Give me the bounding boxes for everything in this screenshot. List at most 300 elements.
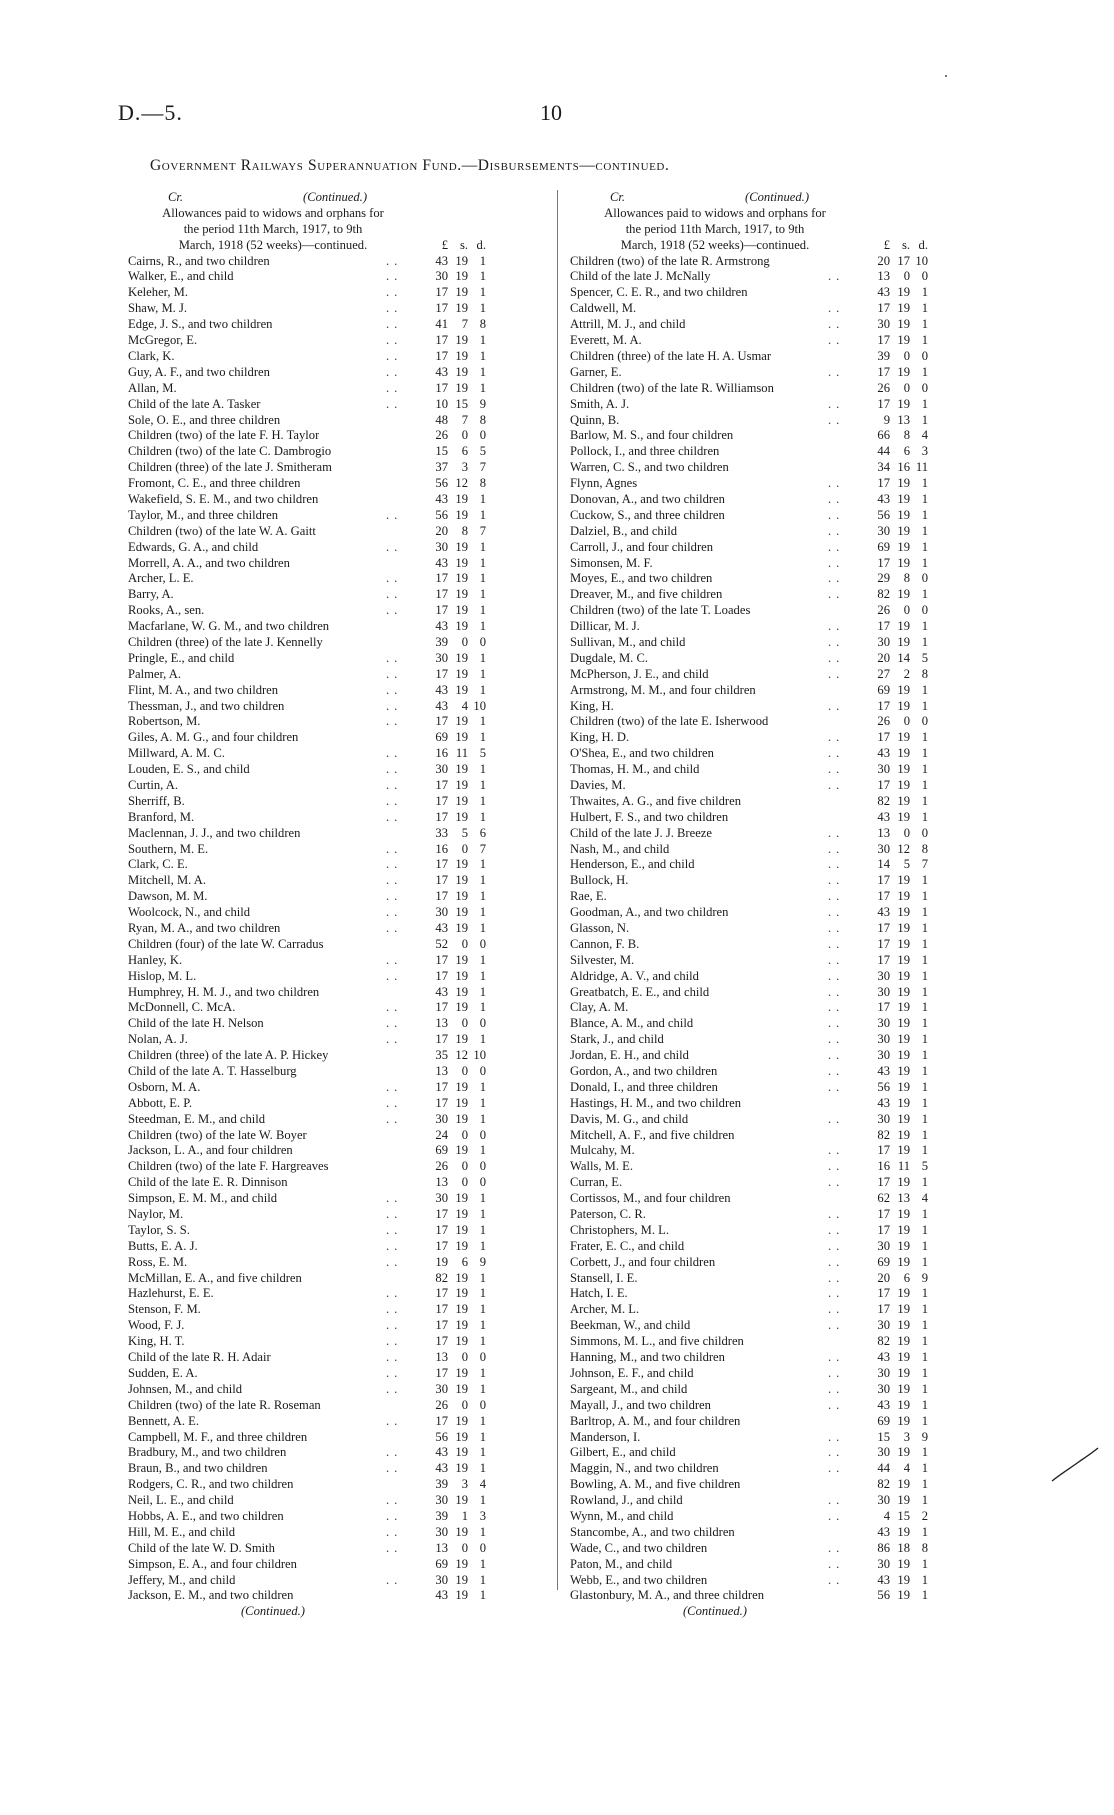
amount-shillings: 19: [455, 301, 468, 316]
section-heading-line: Allowances paid to widows and orphans for: [162, 205, 384, 220]
amount-pence: 1: [479, 714, 486, 729]
entry-name: Stark, J., and child: [570, 1032, 664, 1047]
table-row: [570, 254, 990, 270]
entry-name: Taylor, M., and three children: [128, 507, 279, 522]
leader-dots: ..: [386, 269, 403, 284]
cr-label: Cr.: [168, 190, 184, 204]
table-row: [570, 937, 990, 953]
table-row: [570, 1159, 990, 1175]
amount-pounds: 13: [877, 825, 890, 840]
table-row: [570, 969, 990, 985]
leader-dots: ..: [828, 523, 845, 538]
amount-pence: 9: [479, 1254, 486, 1269]
amount-pounds: 39: [435, 1477, 448, 1492]
table-row: [128, 349, 548, 365]
entry-name: Sudden, E. A.: [128, 1365, 198, 1380]
dot-mark: [945, 75, 947, 77]
table-row: [570, 349, 990, 365]
entry-name: Donald, I., and three children: [570, 1079, 718, 1094]
amount-pounds: 43: [435, 619, 448, 634]
table-row: [128, 285, 548, 301]
amount-pounds: 43: [435, 698, 448, 713]
leader-dots: ..: [828, 1000, 845, 1015]
amount-pounds: 69: [435, 730, 448, 745]
amount-pence: 1: [921, 364, 928, 379]
entry-name: Hazlehurst, E. E.: [128, 1286, 214, 1301]
amount-pounds: 30: [435, 539, 448, 554]
leader-dots: ..: [828, 269, 845, 284]
leader-dots: ..: [386, 380, 403, 395]
entry-name: Stenson, F. M.: [128, 1302, 201, 1317]
amount-shillings: 19: [897, 634, 910, 649]
amount-pence: 0: [479, 428, 486, 443]
amount-pounds: 20: [877, 253, 890, 268]
entry-name: Palmer, A.: [128, 666, 182, 681]
amount-pence: 1: [921, 1111, 928, 1126]
amount-shillings: 0: [903, 380, 910, 395]
entry-name: Cannon, F. B.: [570, 936, 640, 951]
entry-name: Children (two) of the late R. Roseman: [128, 1397, 321, 1412]
amount-pounds: 17: [877, 1286, 890, 1301]
table-row: [128, 476, 548, 492]
entry-name: Child of the late W. D. Smith: [128, 1540, 275, 1555]
amount-pounds: 13: [435, 1064, 448, 1079]
amount-pence: 1: [479, 921, 486, 935]
entry-name: Fromont, C. E., and three children: [128, 476, 301, 491]
amount-pounds: 33: [435, 825, 448, 840]
amount-pounds: 56: [877, 1588, 890, 1603]
entry-name: Rowland, J., and child: [570, 1493, 683, 1508]
table-row: [570, 1064, 990, 1080]
entry-name: Jeffery, M., and child: [128, 1572, 236, 1587]
amount-pence: 1: [479, 380, 486, 395]
leader-dots: ..: [828, 1032, 845, 1047]
entry-name: Archer, L. E.: [128, 571, 194, 586]
entry-name: Edwards, G. A., and child: [128, 539, 259, 554]
amount-pence: 1: [921, 905, 928, 920]
table-row: [570, 1207, 990, 1223]
amount-pounds: 30: [435, 1111, 448, 1126]
amount-shillings: 19: [455, 1588, 468, 1603]
amount-pence: 1: [479, 1238, 486, 1253]
amount-pounds: 30: [877, 841, 890, 856]
amount-pounds: 17: [435, 1222, 448, 1237]
amount-pence: 1: [479, 1524, 486, 1539]
amount-shillings: 12: [897, 841, 910, 856]
table-row: [128, 953, 548, 969]
amount-pounds: 30: [877, 1238, 890, 1253]
leader-dots: ..: [828, 333, 845, 348]
leader-dots: ..: [386, 809, 403, 824]
amount-pounds: 17: [877, 396, 890, 411]
leader-dots: ..: [828, 968, 845, 983]
entry-name: Hislop, M. L.: [128, 968, 197, 983]
entry-name: Children (three) of the late A. P. Hickey: [128, 1048, 329, 1063]
entry-name: Johnsen, M., and child: [128, 1381, 243, 1396]
table-row: [128, 1159, 548, 1175]
leader-dots: ..: [828, 1508, 845, 1523]
amount-pence: 8: [479, 412, 486, 427]
table-row: [128, 365, 548, 381]
amount-shillings: 19: [897, 809, 910, 824]
amount-pence: 1: [479, 1191, 486, 1206]
table-row: [128, 1334, 548, 1350]
amount-pounds: 30: [877, 762, 890, 777]
amount-pounds: 43: [435, 682, 448, 697]
table-row: [570, 794, 990, 810]
amount-shillings: 19: [455, 380, 468, 395]
leader-dots: ..: [828, 1572, 845, 1587]
amount-pence: 1: [921, 476, 928, 491]
entry-name: Manderson, I.: [570, 1429, 641, 1444]
amount-pence: 0: [479, 1127, 486, 1142]
leader-dots: ..: [828, 571, 845, 586]
amount-pence: 5: [479, 746, 486, 761]
entry-name: McPherson, J. E., and child: [570, 666, 709, 681]
amount-shillings: 19: [455, 333, 468, 348]
entry-name: McGregor, E.: [128, 333, 198, 348]
entry-name: Child of the late R. H. Adair: [128, 1350, 271, 1365]
amount-pence: 9: [479, 396, 486, 411]
table-row: [570, 476, 990, 492]
table-row: [128, 1541, 548, 1557]
amount-pounds: 30: [877, 1493, 890, 1508]
amount-shillings: 19: [897, 476, 910, 491]
leader-dots: ..: [828, 730, 845, 745]
amount-shillings: 19: [455, 1493, 468, 1508]
amount-pence: 1: [921, 491, 928, 506]
amount-pence: 1: [479, 1381, 486, 1396]
table-row: [128, 540, 548, 556]
amount-pounds: 17: [435, 333, 448, 348]
amount-pence: 1: [479, 793, 486, 808]
table-row: [570, 1509, 990, 1525]
amount-pounds: 56: [435, 507, 448, 522]
amount-shillings: 19: [455, 1079, 468, 1094]
entry-name: Allan, M.: [128, 380, 177, 395]
table-row: [128, 1271, 548, 1287]
amount-shillings: 19: [897, 1302, 910, 1317]
table-row: [128, 1239, 548, 1255]
table-row: [128, 1493, 548, 1509]
amount-pence: 1: [921, 1238, 928, 1253]
entry-name: Glasson, N.: [570, 921, 630, 935]
amount-shillings: 19: [897, 1095, 910, 1110]
amount-pence: 1: [479, 603, 486, 618]
amount-pence: 1: [921, 1318, 928, 1333]
amount-shillings: 19: [897, 1111, 910, 1126]
table-row: [128, 603, 548, 619]
leader-dots: ..: [828, 777, 845, 792]
amount-pounds: 17: [435, 587, 448, 602]
entry-name: Dalziel, B., and child: [570, 523, 678, 538]
amount-pounds: 17: [877, 1175, 890, 1190]
amount-pounds: 4: [883, 1508, 890, 1523]
leader-dots: ..: [828, 1318, 845, 1333]
amount-pence: 0: [921, 348, 928, 363]
amount-pounds: 82: [877, 1477, 890, 1492]
leader-dots: ..: [386, 301, 403, 316]
amount-pence: 8: [921, 666, 928, 681]
amount-pence: 1: [921, 317, 928, 332]
table-row: [570, 1302, 990, 1318]
entry-name: Child of the late A. T. Hasselburg: [128, 1064, 297, 1079]
amount-pence: 1: [479, 1000, 486, 1015]
entry-name: Clay, A. M.: [570, 1000, 629, 1015]
leader-dots: ..: [828, 396, 845, 411]
entry-name: Mitchell, A. F., and five children: [570, 1127, 735, 1142]
entry-name: Children (two) of the late F. Hargreaves: [128, 1159, 329, 1174]
amount-pence: 1: [479, 1079, 486, 1094]
leader-dots: ..: [386, 1413, 403, 1428]
table-row: [570, 603, 990, 619]
amount-shillings: 16: [897, 460, 910, 475]
leader-dots: ..: [828, 1461, 845, 1476]
leader-dots: ..: [828, 1064, 845, 1079]
amount-shillings: 19: [455, 1000, 468, 1015]
leader-dots: ..: [386, 841, 403, 856]
table-row: [128, 1398, 548, 1414]
leader-dots: ..: [386, 1318, 403, 1333]
pen-mark-icon: [1050, 1445, 1100, 1485]
entry-name: Quinn, B.: [570, 412, 620, 427]
entry-name: Giles, A. M. G., and four children: [128, 730, 299, 745]
entry-name: Wakefield, S. E. M., and two children: [128, 491, 319, 506]
amount-pounds: 17: [435, 1000, 448, 1015]
amount-pence: 1: [921, 1397, 928, 1412]
amount-pence: 1: [921, 1334, 928, 1349]
table-row: [128, 1096, 548, 1112]
entry-name: Branford, M.: [128, 809, 195, 824]
amount-pounds: 69: [435, 1556, 448, 1571]
table-row: [570, 1398, 990, 1414]
entry-name: Donovan, A., and two children: [570, 491, 725, 506]
amount-pounds: 17: [877, 1000, 890, 1015]
amount-pence: 0: [479, 1397, 486, 1412]
amount-pence: 0: [921, 825, 928, 840]
entry-name: Bowling, A. M., and five children: [570, 1477, 741, 1492]
amount-pounds: 17: [877, 1222, 890, 1237]
table-row: [570, 1191, 990, 1207]
amount-pounds: 17: [877, 921, 890, 935]
amount-pounds: 16: [435, 746, 448, 761]
amount-shillings: 19: [455, 777, 468, 792]
amount-shillings: 19: [455, 507, 468, 522]
continued-footer: (Continued.): [240, 1604, 305, 1619]
amount-pounds: 35: [435, 1048, 448, 1063]
leader-dots: ..: [828, 1222, 845, 1237]
leader-dots: ..: [386, 714, 403, 729]
table-row: [128, 1302, 548, 1318]
entry-name: Bennett, A. E.: [128, 1413, 200, 1428]
amount-pounds: 17: [435, 1079, 448, 1094]
amount-shillings: 0: [461, 1127, 468, 1142]
leader-dots: ..: [828, 1397, 845, 1412]
amount-shillings: 19: [897, 1413, 910, 1428]
amount-shillings: 19: [897, 968, 910, 983]
leader-dots: ..: [828, 1016, 845, 1031]
amount-pounds: 26: [435, 428, 448, 443]
amount-pounds: 17: [435, 793, 448, 808]
entry-name: Jordan, E. H., and child: [570, 1048, 689, 1063]
amount-pence: 1: [479, 285, 486, 300]
amount-pounds: 17: [435, 285, 448, 300]
amount-pence: 1: [479, 762, 486, 777]
amount-pence: 1: [921, 539, 928, 554]
entry-name: Dreaver, M., and five children: [570, 587, 723, 602]
amount-shillings: 1: [461, 1508, 468, 1523]
entry-name: Macfarlane, W. G. M., and two children: [128, 619, 330, 634]
amount-shillings: 0: [461, 1175, 468, 1190]
amount-shillings: 19: [455, 1413, 468, 1428]
amount-pence: 1: [921, 1207, 928, 1222]
table-row: [570, 587, 990, 603]
shillings-header: s.: [901, 237, 910, 252]
amount-pounds: 43: [435, 1461, 448, 1476]
amount-pence: 1: [479, 952, 486, 967]
amount-pounds: 17: [435, 714, 448, 729]
pounds-header: £: [441, 237, 448, 252]
entry-name: McMillan, E. A., and five children: [128, 1270, 302, 1285]
leader-dots: ..: [828, 1493, 845, 1508]
amount-pounds: 16: [877, 1159, 890, 1174]
cr-heading: [570, 190, 990, 206]
amount-shillings: 19: [897, 1238, 910, 1253]
amount-pounds: 20: [877, 650, 890, 665]
leader-dots: ..: [386, 333, 403, 348]
leader-dots: ..: [828, 1079, 845, 1094]
amount-pence: 1: [479, 269, 486, 284]
entry-name: Nash, M., and child: [570, 841, 670, 856]
right-column: [570, 190, 990, 1620]
table-row: [128, 1350, 548, 1366]
leader-dots: ..: [386, 1191, 403, 1206]
table-row: [570, 1541, 990, 1557]
table-row: [128, 269, 548, 285]
entry-name: Campbell, M. F., and three children: [128, 1429, 308, 1444]
amount-pence: 1: [479, 1556, 486, 1571]
amount-pounds: 17: [435, 1302, 448, 1317]
amount-pence: 1: [921, 1350, 928, 1365]
leader-dots: ..: [828, 317, 845, 332]
amount-pence: 1: [479, 968, 486, 983]
entry-name: Millward, A. M. C.: [128, 746, 225, 761]
amount-shillings: 19: [455, 253, 468, 268]
amount-pence: 1: [921, 1175, 928, 1190]
amount-shillings: 19: [897, 984, 910, 999]
amount-pounds: 30: [877, 523, 890, 538]
amount-pounds: 86: [877, 1540, 890, 1555]
amount-pounds: 13: [435, 1350, 448, 1365]
amount-shillings: 19: [455, 619, 468, 634]
leader-dots: ..: [828, 1254, 845, 1269]
entry-name: Braun, B., and two children: [128, 1461, 268, 1476]
amount-shillings: 19: [897, 1079, 910, 1094]
amount-shillings: 0: [903, 714, 910, 729]
amount-pence: 0: [921, 714, 928, 729]
entry-name: Barltrop, A. M., and four children: [570, 1413, 741, 1428]
leader-dots: ..: [828, 650, 845, 665]
table-row: [570, 746, 990, 762]
table-row: [570, 810, 990, 826]
entry-name: Attrill, M. J., and child: [570, 317, 686, 332]
entry-name: Christophers, M. L.: [570, 1222, 669, 1237]
leader-dots: ..: [386, 1095, 403, 1110]
entry-name: Paterson, C. R.: [570, 1207, 646, 1222]
amount-shillings: 19: [455, 984, 468, 999]
table-row: [128, 746, 548, 762]
table-row: [570, 857, 990, 873]
table-row: [128, 524, 548, 540]
leader-dots: ..: [828, 1350, 845, 1365]
amount-pounds: 14: [877, 857, 890, 872]
amount-pounds: 69: [435, 1143, 448, 1158]
amount-pence: 0: [479, 1175, 486, 1190]
amount-shillings: 19: [455, 889, 468, 904]
amount-shillings: 0: [461, 1540, 468, 1555]
table-row: [128, 1143, 548, 1159]
amount-pence: 1: [921, 873, 928, 888]
amount-pence: 1: [479, 1318, 486, 1333]
table-row: [570, 1318, 990, 1334]
amount-pence: 1: [479, 889, 486, 904]
amount-pence: 1: [921, 1095, 928, 1110]
entry-name: Davies, M.: [570, 777, 626, 792]
entry-name: Children (two) of the late W. Boyer: [128, 1127, 307, 1142]
amount-pounds: 82: [877, 587, 890, 602]
entry-name: Simpson, E. A., and four children: [128, 1556, 297, 1571]
amount-pounds: 30: [877, 634, 890, 649]
table-row: [570, 1143, 990, 1159]
amount-pounds: 20: [877, 1270, 890, 1285]
amount-pounds: 43: [877, 1350, 890, 1365]
amount-shillings: 19: [897, 1493, 910, 1508]
amount-pence: 1: [479, 1207, 486, 1222]
leader-dots: ..: [828, 412, 845, 427]
table-row: [570, 1525, 990, 1541]
leader-dots: ..: [828, 1556, 845, 1571]
entry-name: King, H. T.: [128, 1334, 185, 1349]
table-row: [128, 1048, 548, 1064]
amount-pounds: 17: [435, 301, 448, 316]
entry-name: Children (two) of the late R. Williamson: [570, 380, 774, 395]
amount-pounds: 26: [435, 1159, 448, 1174]
table-row: [128, 1207, 548, 1223]
amount-shillings: 19: [455, 555, 468, 570]
table-row: [570, 826, 990, 842]
table-row: [128, 842, 548, 858]
continued-label: (Continued.): [303, 190, 368, 204]
table-row: [128, 714, 548, 730]
entry-name: Wade, C., and two children: [570, 1540, 708, 1555]
amount-pence: 1: [921, 952, 928, 967]
amount-shillings: 19: [455, 603, 468, 618]
amount-shillings: 19: [897, 1143, 910, 1158]
amount-pounds: 43: [435, 555, 448, 570]
amount-pounds: 39: [435, 634, 448, 649]
entry-name: Hastings, H. M., and two children: [570, 1095, 742, 1110]
amount-pounds: 82: [877, 1334, 890, 1349]
table-row: [128, 1000, 548, 1016]
amount-pence: 0: [479, 936, 486, 951]
amount-pence: 5: [921, 1159, 928, 1174]
amount-shillings: 19: [897, 730, 910, 745]
amount-pounds: 43: [435, 253, 448, 268]
table-row: [570, 651, 990, 667]
amount-pence: 1: [921, 1000, 928, 1015]
leader-dots: ..: [828, 936, 845, 951]
amount-pounds: 16: [435, 841, 448, 856]
